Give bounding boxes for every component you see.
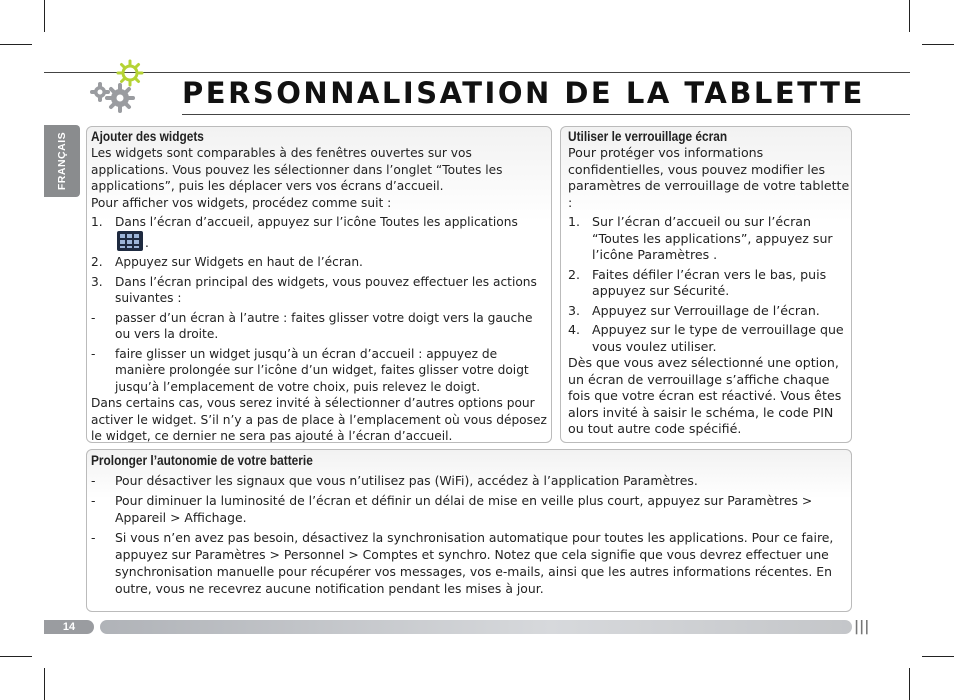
battery-tip: - Pour désactiver les signaux que vous n’utilisez pas (WiFi), accédez à l’application Paramètres. [91,473,698,488]
widgets-heading: Ajouter des widgets [91,129,204,144]
widgets-how-to: Pour afficher vos widgets, procédez comme suit : [91,195,392,210]
lock-heading: Utiliser le verrouillage écran [568,129,728,144]
crop-mark [909,668,910,700]
all-apps-icon [117,231,143,251]
lock-intro: Pour protéger vos informations confidentielles, vous pouvez modifier les paramètres de verrouillage de votre tablette : [568,145,850,210]
lock-step: 4. Appuyez sur le type de verrouillage que vous voulez utiliser. [568,322,844,354]
lock-step: 2. Faites défiler l’écran vers le bas, puis appuyez sur Sécurité. [568,266,827,298]
gears-icon [86,56,146,116]
battery-tip: - Pour diminuer la luminosité de l’écran et définir un délai de mise en veille plus court, appuyez sur Paramètres > Appareil > Affichage. [91,493,813,525]
lock-section [560,126,852,443]
crop-mark [909,0,910,32]
lock-step: 1. Sur l’écran d’accueil ou sur l’écran “Toutes les applications”, appuyez sur l’icône Paramètres . [568,214,833,262]
lock-footer: Dès que vous avez sélectionné une option, un écran de verrouillage s’affiche chaque fois que votre écran est réactivé. Vous êtes alors invité à saisir le schéma, le code PIN ou tout autre code spécifié. [568,355,842,436]
header-rule-top [44,72,910,73]
widgets-section [86,126,552,443]
crop-mark [44,0,45,32]
crop-mark [0,656,32,657]
crop-mark [922,44,954,45]
widgets-footer: Dans certains cas, vous serez invité à sélectionner d’autres options pour activer le widget. S’il n’y a pas de place à l’emplacement où vous déposez le widget, ce dernier ne sera pas ajouté à l’écran d’accueil. [91,396,547,443]
header-rule-bottom [182,114,910,115]
crop-mark [44,668,45,700]
page-number: 14 [44,620,94,634]
widgets-step: 3. Dans l’écran principal des widgets, vous pouvez effectuer les actions suivantes : [91,274,537,305]
widgets-step: 1. Dans l’écran d’accueil, appuyez sur l’icône Toutes les applications . [91,215,518,250]
language-tab [44,125,80,197]
footer-bar [100,620,852,634]
crop-mark [0,44,32,45]
footer-end-marks: ||| [854,619,870,635]
language-tab-label: FRANÇAIS [56,131,68,191]
battery-heading: Prolonger l’autonomie de votre batterie [91,453,313,468]
crop-mark [922,656,954,657]
battery-section [86,449,852,612]
battery-tip: - Si vous n’en avez pas besoin, désactivez la synchronisation automatique pour toutes les applications. Pour ce faire, appuyez sur Paramètres > Personnel > Comptes et synchro. Notez que cela signifie que vous devrez effectuer une synchronisation manuelle pour récupérer vos messages, vos e-mails, ainsi que les autres informations récentes. En outre, vous ne recevrez aucune notification pendant les mises à jour. [91,530,834,596]
widgets-action: - passer d’un écran à l’autre : faites glisser votre doigt vers la gauche ou vers la droite. [91,310,533,341]
lock-step: 3. Appuyez sur Verrouillage de l’écran. [568,302,820,318]
page-title: PERSONNALISATION DE LA TABLETTE [182,76,865,110]
widgets-action: - faire glisser un widget jusqu’à un écran d’accueil : appuyez de manière prolongée sur l’icône d’un widget, faites glisser votre doigt jusqu’à l’emplacement de votre choix, puis relevez le doigt. [91,346,529,394]
widgets-intro: Les widgets sont comparables à des fenêtres ouvertes sur vos applications. Vous pouvez les sélectionner dans l’onglet “Toutes les applications”, puis les déplacer vers vos écrans d’accueil. [91,146,503,193]
widgets-step: 2. Appuyez sur Widgets en haut de l’écran. [91,255,363,269]
